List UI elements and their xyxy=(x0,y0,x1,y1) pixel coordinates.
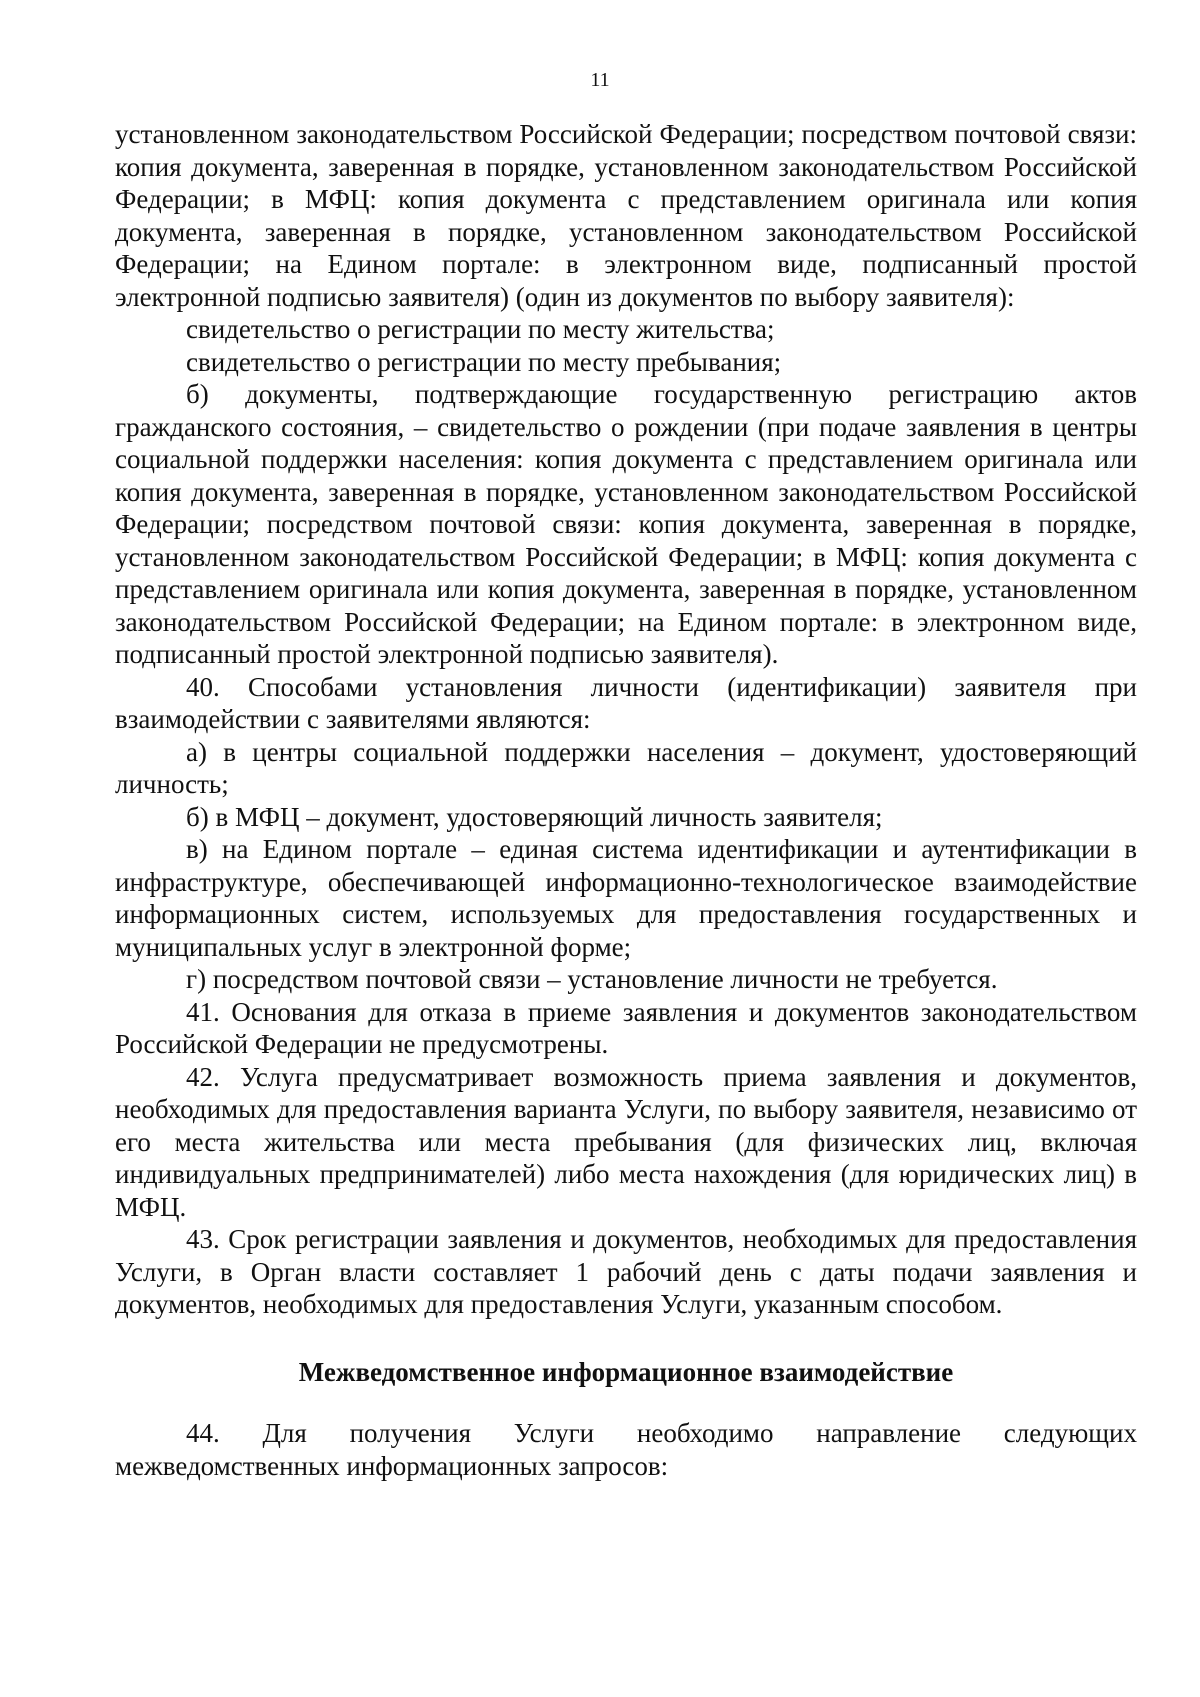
paragraph-40-item-v: в) на Едином портале – единая система идентификации и аутентификации в инфраструктуре, обеспечивающей информационно-технологическое взаимодействие информационных систем, используемых для предоставления государственных и муниципальных услуг в электронной форме; xyxy=(115,834,1137,962)
list-item-stay-certificate: свидетельство о регистрации по месту пребывания; xyxy=(186,346,782,377)
paragraph-42: 42. Услуга предусматривает возможность приема заявления и документов, необходимых для предоставления варианта Услуги, по выбору заявителя, независимо от его места жительства или места пребывания (для физических лиц, включая индивидуальных предпринимателей) либо места нахождения (для юридических лиц) в МФЦ. xyxy=(115,1061,1137,1222)
paragraph-40-item-a: а) в центры социальной поддержки населения – документ, удостоверяющий личность; xyxy=(115,736,1137,799)
paragraph-item-b-civil-status: б) документы, подтверждающие государственную регистрацию актов гражданского состояния, – свидетельство о рождении (при подаче заявления в центры социальной поддержки населения: копия документа с представлением оригинала или копия документа, заверенная в порядке, установленном законодательством Российской Федерации; посредством почтовой связи: копия документа, заверенная в порядке, установленном законодательством Российской Федерации; в МФЦ: копия документа с представлением оригинала или копия документа, заверенная в порядке, установленном законодательством Российской Федерации; на Едином портале: в электронном виде, подписанный простой электронной подписью заявителя). xyxy=(115,379,1137,669)
paragraph-40-item-b: б) в МФЦ – документ, удостоверяющий личность заявителя; xyxy=(186,801,883,832)
document-body xyxy=(115,118,1137,1482)
section-heading: Межведомственное информационное взаимодействие xyxy=(298,1356,954,1387)
list-item-residence-certificate: свидетельство о регистрации по месту жительства; xyxy=(186,314,775,344)
paragraph-44: 44. Для получения Услуги необходимо направление следующих межведомственных информационных запросов: xyxy=(115,1418,1137,1481)
paragraph-41: 41. Основания для отказа в приеме заявления и документов законодательством Российской Федерации не предусмотрены. xyxy=(115,996,1137,1059)
paragraph-continuation: установленном законодательством Российской Федерации; посредством почтовой связи: копия документа, заверенная в порядке, установленном законодательством Российской Федерации; в МФЦ: копия документа с представлением оригинала или копия документа, заверенная в порядке, установленном законодательством Российской Федерации; на Едином портале: в электронном виде, подписанный простой электронной подписью заявителя) (один из документов по выбору заявителя): xyxy=(115,119,1137,312)
page-number: 11 xyxy=(590,69,610,91)
paragraph-43: 43. Срок регистрации заявления и документов, необходимых для предоставления Услуги, в Орган власти составляет 1 рабочий день с даты подачи заявления и документов, необходимых для предоставления Услуги, указанным способом. xyxy=(115,1224,1137,1319)
paragraph-40-item-g: г) посредством почтовой связи – установление личности не требуется. xyxy=(186,964,998,994)
paragraph-40: 40. Способами установления личности (идентификации) заявителя при взаимодействии с заявителями являются: xyxy=(115,671,1137,734)
